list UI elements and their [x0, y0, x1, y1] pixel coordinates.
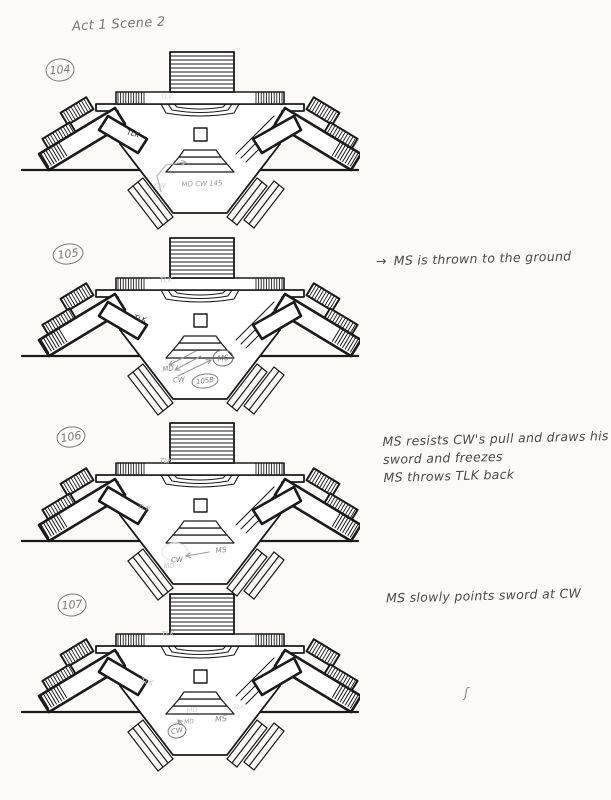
handwritten-label: TLK — [233, 703, 245, 711]
handwritten-label: CW — [172, 375, 186, 385]
handwritten-label: TLK — [160, 93, 174, 101]
margin-note-line: MS resists CW's pull and draws his — [382, 428, 609, 449]
handwritten-label: TLK — [159, 457, 173, 465]
handwritten-label: MS — [217, 353, 229, 363]
margin-note-text: MS is thrown to the ground — [393, 248, 572, 269]
annotation-overlay — [20, 592, 360, 772]
handwritten-label: 105 — [56, 246, 80, 262]
handwritten-label: TLK — [161, 630, 175, 638]
handwritten-label: MD — [186, 705, 198, 715]
handwritten-label: MS — [215, 545, 227, 555]
note-arrow-icon: → — [375, 253, 387, 269]
margin-note — [382, 427, 610, 487]
annotation-overlay — [20, 50, 360, 230]
handwritten-label: CW — [170, 726, 184, 736]
margin-note — [386, 584, 582, 607]
margin-note-text: MS slowly points sword at CW — [385, 585, 582, 606]
handwritten-label: TLK — [132, 313, 148, 325]
stray-pen-mark: ʃ — [464, 686, 469, 701]
handwritten-label: MS — [214, 713, 228, 725]
act-scene-heading: Act 1 Scene 2 — [71, 14, 166, 35]
handwritten-label: TLK — [136, 502, 152, 514]
blocking-diagram-107 — [20, 592, 360, 772]
annotation-overlay — [20, 421, 360, 601]
handwritten-label: MD — [183, 718, 195, 726]
blocking-diagram-104 — [20, 50, 360, 230]
handwritten-label: 107 — [60, 597, 84, 613]
margin-note-line: sword and freezes — [382, 448, 503, 467]
handwritten-label: 104 — [48, 62, 72, 78]
margin-note-line: MS throws TLK back — [383, 466, 515, 485]
handwritten-label: TLK — [125, 128, 141, 140]
handwritten-label: MD — [163, 561, 175, 571]
handwritten-label: 105B — [195, 375, 215, 387]
handwritten-label: MD CW 145 — [181, 179, 223, 189]
handwritten-label: CW — [154, 182, 166, 190]
margin-note — [376, 247, 572, 270]
handwritten-label: TLK — [159, 276, 173, 284]
handwritten-label: MD — [161, 364, 175, 374]
annotation-overlay — [20, 236, 360, 416]
blocking-diagram-105 — [20, 236, 360, 416]
handwritten-label: CW — [170, 555, 184, 565]
blocking-diagram-106 — [20, 421, 360, 601]
handwritten-label: 106 — [59, 428, 83, 446]
handwritten-label: TLK — [139, 676, 155, 688]
